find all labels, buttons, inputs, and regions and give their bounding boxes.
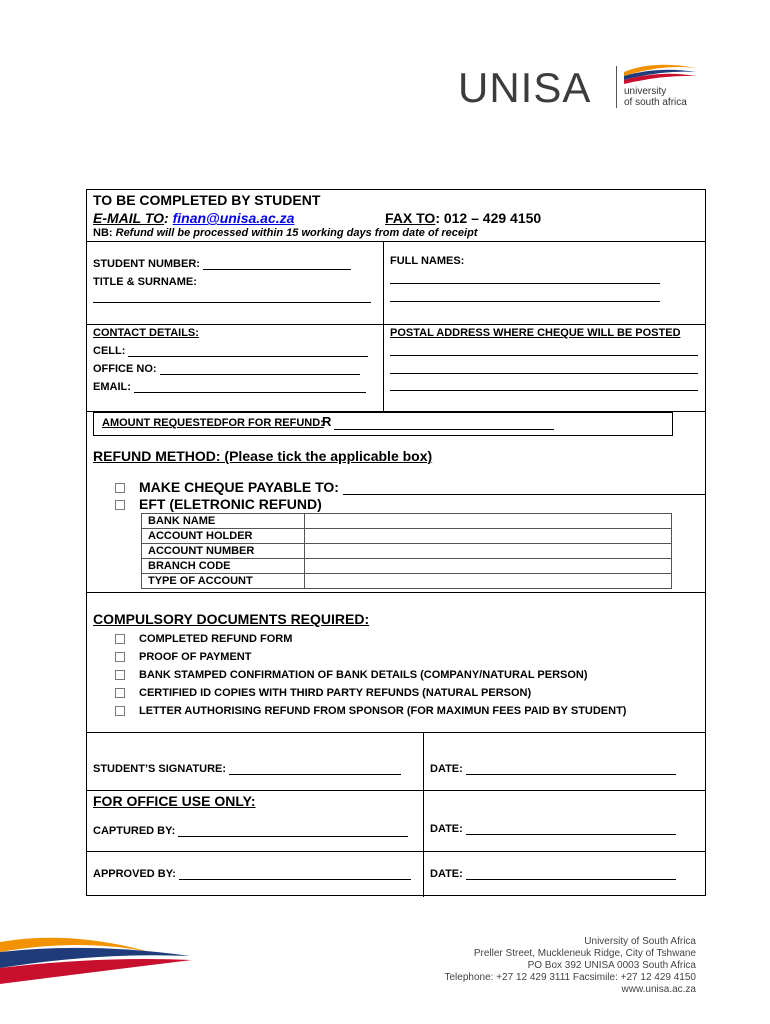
account-holder-field[interactable]	[305, 529, 672, 544]
doc-checkbox[interactable]	[115, 652, 125, 662]
student-number-field[interactable]	[203, 269, 351, 270]
doc-item-label: PROOF OF PAYMENT	[139, 651, 252, 663]
cheque-label: MAKE CHEQUE PAYABLE TO:	[139, 479, 339, 495]
student-signature-field[interactable]	[229, 774, 401, 775]
bank-row	[142, 514, 672, 529]
account-number-field[interactable]	[305, 544, 672, 559]
contact-details-title: CONTACT DETAILS:	[93, 327, 199, 339]
branch-code-field[interactable]	[305, 559, 672, 574]
email-label: E-MAIL TO	[93, 210, 165, 226]
postal-field-3[interactable]	[390, 390, 698, 391]
doc-item-label: COMPLETED REFUND FORM	[139, 633, 293, 645]
amount-currency: R	[322, 414, 332, 429]
fax-value: : 012 – 429 4150	[435, 210, 542, 226]
email-row: E-MAIL TO: finan@unisa.ac.za	[93, 210, 295, 226]
amount-label: AMOUNT REQUESTEDFOR FOR REFUND:	[102, 417, 324, 429]
fax-row	[385, 210, 541, 226]
bank-row-label: ACCOUNT HOLDER	[142, 529, 305, 544]
full-names-field-1[interactable]	[390, 283, 660, 284]
amount-field[interactable]	[334, 415, 554, 430]
email-contact-label: EMAIL:	[93, 381, 131, 393]
footer-address	[445, 936, 697, 996]
cheque-row	[115, 479, 705, 495]
footer-line-2: Preller Street, Muckleneuk Ridge, City of Tshwane	[473, 948, 696, 959]
date-label: DATE:	[430, 868, 463, 880]
title-surname-field[interactable]	[93, 302, 371, 303]
doc-item	[115, 669, 588, 681]
cell-label: CELL:	[93, 345, 126, 357]
date-row-3	[430, 868, 676, 880]
bank-row	[142, 574, 672, 589]
date-label: DATE:	[430, 823, 463, 835]
refund-form	[86, 189, 706, 896]
doc-item-label: LETTER AUTHORISING REFUND FROM SPONSOR (FOR MAXIMUN FEES PAID BY STUDENT)	[139, 705, 627, 717]
student-signature-row	[93, 763, 401, 775]
doc-item	[115, 687, 531, 699]
bank-row-label: BRANCH CODE	[142, 559, 305, 574]
doc-item	[115, 705, 626, 717]
bank-row	[142, 544, 672, 559]
unisa-logo	[458, 62, 698, 112]
bank-details-table	[141, 513, 672, 589]
doc-item	[115, 633, 292, 645]
documents-title: COMPULSORY DOCUMENTS REQUIRED:	[93, 611, 370, 627]
account-type-field[interactable]	[305, 574, 672, 589]
date-label: DATE:	[430, 763, 463, 775]
doc-checkbox[interactable]	[115, 688, 125, 698]
nb-text: Refund will be processed within 15 working days from date of receipt	[115, 227, 478, 239]
logo-tagline-1: university	[624, 86, 667, 97]
email-contact-field[interactable]	[134, 392, 366, 393]
bank-row-label: TYPE OF ACCOUNT	[142, 574, 305, 589]
cell-field[interactable]	[128, 356, 368, 357]
nb-label: NB:	[93, 227, 113, 239]
approved-by-field[interactable]	[179, 879, 411, 880]
bank-row-label: ACCOUNT NUMBER	[142, 544, 305, 559]
student-number-row	[93, 258, 351, 270]
eft-row	[115, 496, 322, 512]
captured-by-row	[93, 825, 408, 837]
footer-line-3: PO Box 392 UNISA 0003 South Africa	[527, 960, 696, 971]
doc-checkbox[interactable]	[115, 634, 125, 644]
logo-flag-icon	[622, 62, 698, 84]
doc-checkbox[interactable]	[115, 670, 125, 680]
doc-item-label: BANK STAMPED CONFIRMATION OF BANK DETAILS (COMPANY/NATURAL PERSON)	[139, 669, 588, 681]
date-field-3[interactable]	[466, 879, 676, 880]
student-number-label: STUDENT NUMBER:	[93, 258, 200, 270]
eft-checkbox[interactable]	[115, 500, 125, 510]
office-field[interactable]	[160, 374, 360, 375]
bank-row	[142, 529, 672, 544]
approved-by-label: APPROVED BY:	[93, 868, 176, 880]
cheque-payee-field[interactable]	[343, 494, 705, 495]
form-title: TO BE COMPLETED BY STUDENT	[93, 192, 321, 208]
full-names-field-2[interactable]	[390, 301, 660, 302]
bank-row	[142, 559, 672, 574]
date-field-1[interactable]	[466, 774, 676, 775]
email-contact-row	[93, 381, 366, 393]
footer-swoosh-icon	[0, 930, 200, 990]
refund-method-title: REFUND METHOD: (Please tick the applicable box)	[93, 448, 433, 464]
approved-by-row	[93, 868, 411, 880]
captured-by-field[interactable]	[178, 836, 408, 837]
logo-tagline-2: of south africa	[624, 97, 687, 108]
logo-divider	[616, 66, 617, 108]
footer-line-1: University of South Africa	[584, 936, 696, 947]
cheque-checkbox[interactable]	[115, 483, 125, 493]
full-names-label: FULL NAMES:	[390, 255, 465, 267]
eft-label: EFT (ELETRONIC REFUND)	[139, 496, 322, 512]
doc-item-label: CERTIFIED ID COPIES WITH THIRD PARTY REFUNDS (NATURAL PERSON)	[139, 687, 532, 699]
office-use-title: FOR OFFICE USE ONLY:	[93, 793, 256, 809]
office-label: OFFICE NO:	[93, 363, 157, 375]
cell-row	[93, 345, 368, 357]
office-row	[93, 363, 360, 375]
footer-website-link[interactable]: www.unisa.ac.za	[621, 984, 696, 995]
postal-field-2[interactable]	[390, 373, 698, 374]
title-surname-label: TITLE & SURNAME:	[93, 276, 197, 288]
date-field-2[interactable]	[466, 834, 676, 835]
amount-box	[93, 412, 673, 436]
date-row-1	[430, 763, 676, 775]
fax-label: FAX TO	[385, 210, 436, 226]
email-link[interactable]: finan@unisa.ac.za	[172, 210, 295, 226]
postal-field-1[interactable]	[390, 355, 698, 356]
logo-wordmark: UNISA	[458, 64, 592, 111]
student-signature-label: STUDENT’S SIGNATURE:	[93, 763, 227, 775]
postal-address-title: POSTAL ADDRESS WHERE CHEQUE WILL BE POSTED	[390, 327, 681, 339]
bank-name-field[interactable]	[305, 514, 672, 529]
nb-note	[93, 227, 477, 239]
doc-checkbox[interactable]	[115, 706, 125, 716]
footer-line-4: Telephone: +27 12 429 3111 Facsimile: +27 12 429 4150	[444, 972, 696, 983]
bank-row-label: BANK NAME	[142, 514, 305, 529]
doc-item	[115, 651, 251, 663]
date-row-2	[430, 823, 676, 835]
captured-by-label: CAPTURED BY:	[93, 825, 176, 837]
